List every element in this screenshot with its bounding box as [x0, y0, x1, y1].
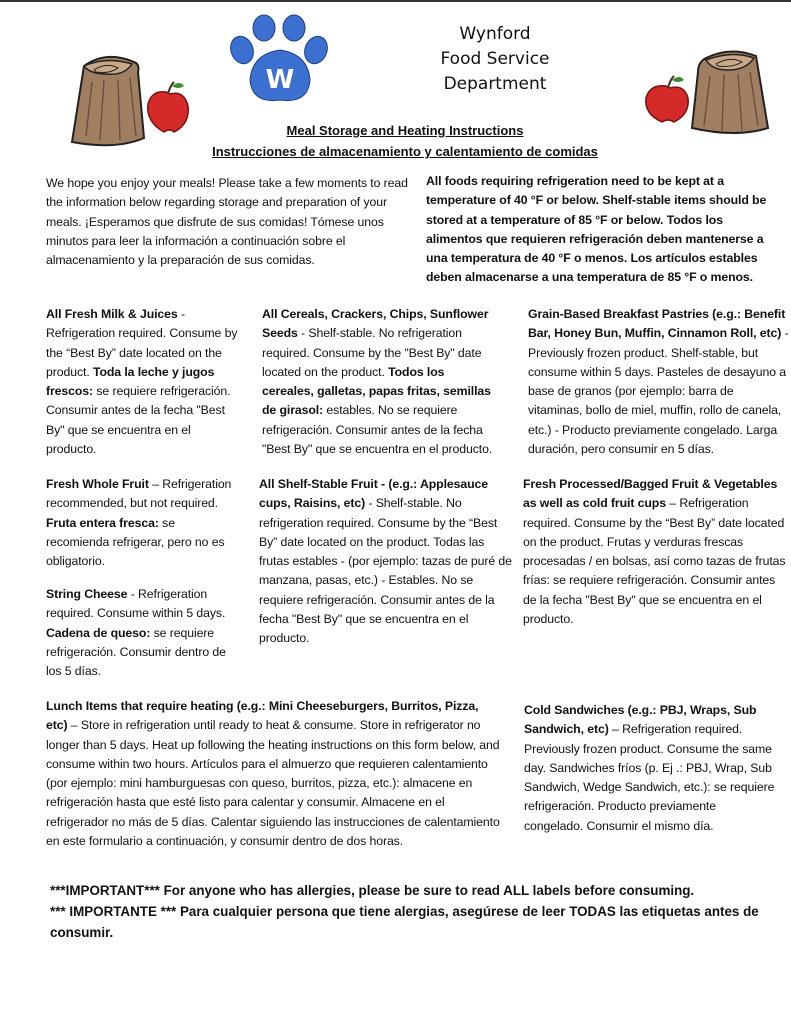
item-string-cheese: String Cheese - Refrigeration required. Consume within 5 days. Cadena de queso: se requiere refrigeración. Consumir dentro de los 5 días. [46, 587, 226, 679]
item-processed-fruit: Fresh Processed/Bagged Fruit & Vegetables as well as cold fruit cups – Refrigeration required. Consume by the “Best By” date located on the product. Frutas y verduras frescas procesadas / en bolsas, así como tazas de frutas frías: se requiere refrigeración. Consumir antes de la fecha "Best By" que se encuentra en el producto. [523, 477, 786, 627]
dept-line-2: Food Service [440, 49, 550, 69]
important-notice-spanish: *** IMPORTANTE *** Para cualquier persona que tiene alergias, asegúrese de leer TODAS las etiquetas antes de consumir. [50, 904, 759, 940]
intro-left: We hope you enjoy your meals! Please take a few moments to read the information below regarding storage and preparation of your meals. ¡Esperamos que disfrute de sus comidas! Tómese unos minutos para leer la información a continuación sobre el almacenamiento y la preparación de sus comidas. [46, 176, 408, 268]
apple-icon [646, 76, 688, 122]
title-spanish: Instrucciones de almacenamiento y calentamiento de comidas [212, 144, 598, 159]
tree-stump-icon [692, 51, 768, 133]
item-heading: Fresh Whole Fruit [46, 477, 149, 491]
intro-right: All foods requiring refrigeration need to be kept at a temperature of 40 °F or below. Shelf-stable items should be stored at a temperature of 85 °F or below. Todos los alimentos que requieren refrigeración deben mantenerse a una temperatura de 40 °F o menos. Los artículos estables deben almacenarse a una temperatura de 85 °F o menos. [426, 174, 767, 285]
item-heading: All Fresh Milk & Juices [46, 307, 178, 321]
item-heading: All Cereals, Crackers, Chips, Sunflower Seeds [262, 307, 489, 341]
item-heading: String Cheese [46, 587, 128, 601]
important-notice-english: ***IMPORTANT*** For anyone who has allergies, please be sure to read ALL labels before consuming. [50, 883, 695, 898]
item-heading: Fresh Processed/Bagged Fruit & Vegetables as well as cold fruit cups [523, 477, 778, 511]
item-heading: Cold Sandwiches (e.g.: PBJ, Wraps, Sub Sandwich, etc) [524, 703, 757, 737]
item-pastries: Grain-Based Breakfast Pastries (e.g.: Benefit Bar, Honey Bun, Muffin, Cinnamon Roll, etc) - Previously frozen product. Shelf-stable, but consume within 5 days. Pasteles de desayuno a base de granos (por ejemplo: barra de vitaminas, bollo de miel, muffin, rollo de canela, etc.) - Producto previamente congelado. Larga duración, pero consumir en 5 días. [528, 307, 789, 457]
item-cereal: All Cereals, Crackers, Chips, Sunflower Seeds - Shelf-stable. No refrigeration required. Consume by the "Best By" date located on the product. Todos los cereales, galletas, papas fritas, semillas de girasol: estables. No se requiere refrigeración. Consumir antes de la fecha "Best By" que se encuentra en el producto. [262, 307, 493, 457]
paw-letter: W [265, 65, 295, 95]
top-border-line [0, 0, 791, 2]
item-shelf-fruit: All Shelf-Stable Fruit - (e.g.: Applesauce cups, Raisins, etc) - Shelf-stable. No refrigeration required. Consume by the “Best By” date located on the product. Todas las frutas estables - (por ejemplo: tazas de puré de manzana, pasas, etc.) - Estables. No se requiere refrigeración. Consumir antes de la fecha "Best By" que se encuentra en el producto. [259, 477, 512, 646]
dept-line-3: Department [443, 74, 547, 94]
item-heading: Grain-Based Breakfast Pastries (e.g.: Benefit Bar, Honey Bun, Muffin, Cinnamon Roll, etc) [528, 307, 786, 341]
title-english: Meal Storage and Heating Instructions [286, 123, 524, 138]
paw-print-logo [228, 14, 332, 106]
item-whole-fruit: Fresh Whole Fruit – Refrigeration recommended, but not required. Fruta entera fresca: se recomienda refrigerar, pero no es obligatorio. [46, 477, 232, 569]
item-lunch-heating: Lunch Items that require heating (e.g.: Mini Cheeseburgers, Burritos, Pizza, etc) – Store in refrigeration until ready to heat & consume. Store in refrigerator no longer than 5 days. Heat up following the heating instructions on this form below, and consume within two hours. Artículos para el almuerzo que requieren calentamiento (por ejemplo: mini hamburguesas con queso, burritos, pizza, etc.): almacene en refrigeración hasta que esté listo para calentar y consumir. Almacene en el refrigerador no más de 5 días. Calentar siguiendo las instrucciones de calentamiento en este formulario a continuación, y consumir dentro de dos horas. [46, 699, 500, 849]
dept-line-1: Wynford [459, 24, 531, 44]
department-heading [400, 22, 590, 97]
item-milk-juice: All Fresh Milk & Juices - Refrigeration required. Consume by the “Best By” date located on the product. Toda la leche y jugos frescos: se requiere refrigeración. Consumir antes de la fecha "Best By" que se encuentra en el producto. [46, 307, 238, 457]
item-heading: All Shelf-Stable Fruit - (e.g.: Applesauce cups, Raisins, etc) [259, 477, 489, 511]
item-cold-sandwiches: Cold Sandwiches (e.g.: PBJ, Wraps, Sub Sandwich, etc) – Refrigeration required. Previously frozen product. Consume the same day. Sandwiches fríos (p. Ej .: PBJ, Wrap, Sub Sandwich, Wedge Sandwich, etc.): se requiere refrigeración. Producto previamente congelado. Consumir el mismo día. [524, 703, 775, 833]
item-heading: Lunch Items that require heating (e.g.: Mini Cheeseburgers, Burritos, Pizza, etc) [46, 699, 479, 733]
